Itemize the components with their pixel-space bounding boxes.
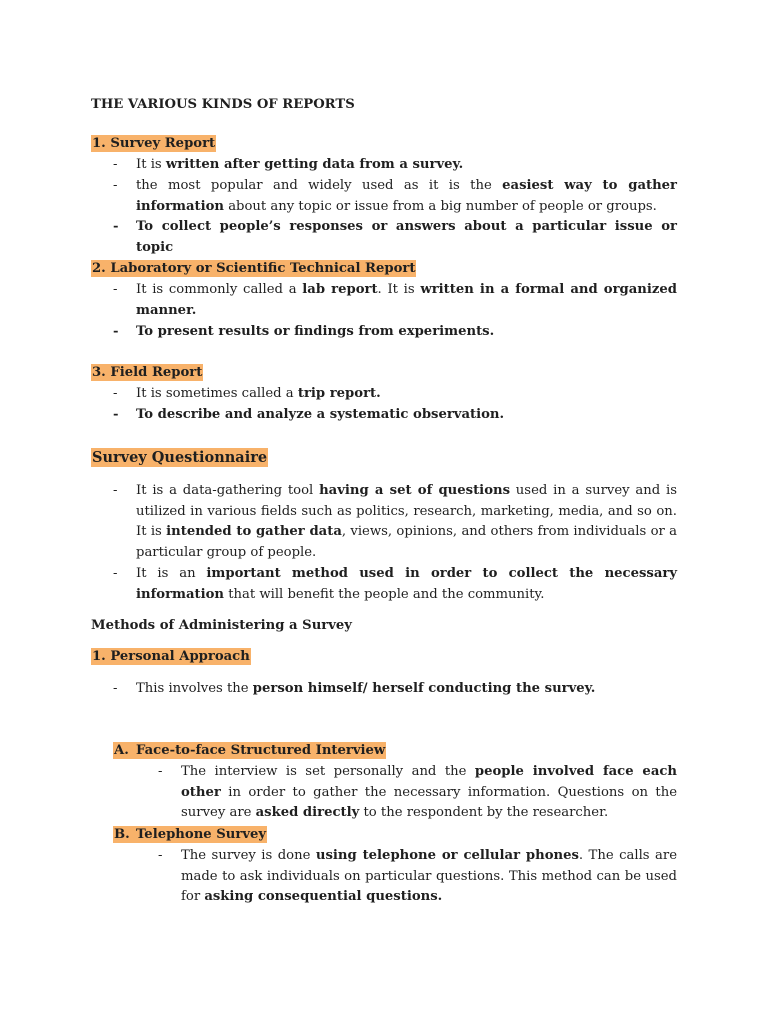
subheading-telephone-survey: B. Telephone Survey xyxy=(114,827,267,842)
bullet-text: It is written after getting data from a survey. xyxy=(136,157,464,172)
section-heading-lab-report: 2. Laboratory or Scientific Technical Report xyxy=(92,261,416,276)
bullet-text: This involves the person himself/ herself conducting the survey. xyxy=(136,681,596,696)
bullet-text: It is commonly called a lab report. It is written in a formal and organized manner. xyxy=(136,282,677,318)
bullet-text: The interview is set personally and the people involved face each other in order to gather the necessary information. Questions on the survey are asked directly to the respondent by the researcher. xyxy=(181,764,677,820)
methods-heading: Methods of Administering a Survey xyxy=(91,618,352,633)
bullet-text: It is an important method used in order to collect the necessary information that will benefit the people and the community. xyxy=(136,566,677,602)
section-heading-field-report: 3. Field Report xyxy=(92,365,203,380)
subheading-face-to-face: A. Face-to-face Structured Interview xyxy=(114,743,386,758)
bullet-text: It is sometimes called a trip report. xyxy=(136,386,381,401)
section-heading-survey-report: 1. Survey Report xyxy=(92,136,216,151)
bullet-text: To present results or findings from experiments. xyxy=(136,324,495,339)
bullet-text: To collect people’s responses or answers about a particular issue or topic xyxy=(136,219,677,255)
document-page: THE VARIOUS KINDS OF REPORTS 1. Survey Report - It is written after getting data from a survey. - the most popular and widely used as it is the easiest way to gather information about any topic or issue from a big number of people or groups. - To collect people’s responses or answers about a particular issue or topic 2. Laboratory or Scientific Technical Report - It is commonly called a lab report. It is written in a formal and organized manner. - To present results or findings from experiments. 3. Field Report - It is sometimes called a trip report. - To describe and analyze a systematic observation. Survey Questionnaire - It is a data-gathering tool having a set of questions used in a survey and is utilized in various fields such as politics, research, marketing, media, and so on. It is intended to gather data, views, opinions, and others from individuals or a particular group of people. - It is an important method used in order to collect the necessary information that will benefit the people and the community. Methods of Administering a Survey 1. Personal Approach - This involves the person himself/ herself conducting the survey. A. Face-to-face Structured Interview - The interview is set personally and the people involved face each other in order to gather the necessary information. Questions on the survey are asked directly to the respondent by the researcher. B. Telephone Survey - The survey is done using telephone or cellular phones. The calls are made to ask individuals on particular questions. This method can be used for asking consequential questions. xyxy=(0,0,768,1024)
section-heading-survey-questionnaire: Survey Questionnaire xyxy=(92,449,268,466)
bullet-text: The survey is done using telephone or cellular phones. The calls are made to ask individuals on particular questions. This method can be used for asking consequential questions. xyxy=(181,848,677,904)
bullet-text: the most popular and widely used as it is the easiest way to gather information about any topic or issue from a big number of people or groups. xyxy=(136,178,678,214)
bullet-text: To describe and analyze a systematic observation. xyxy=(136,407,505,422)
bullet-text: It is a data-gathering tool having a set of questions used in a survey and is utilized in various fields such as politics, research, marketing, media, and so on. It is intended to gather data, views, opinions, and others from individuals or a particular group of people. xyxy=(136,483,677,560)
section-heading-personal-approach: 1. Personal Approach xyxy=(92,649,250,664)
document-title: THE VARIOUS KINDS OF REPORTS xyxy=(91,97,355,112)
